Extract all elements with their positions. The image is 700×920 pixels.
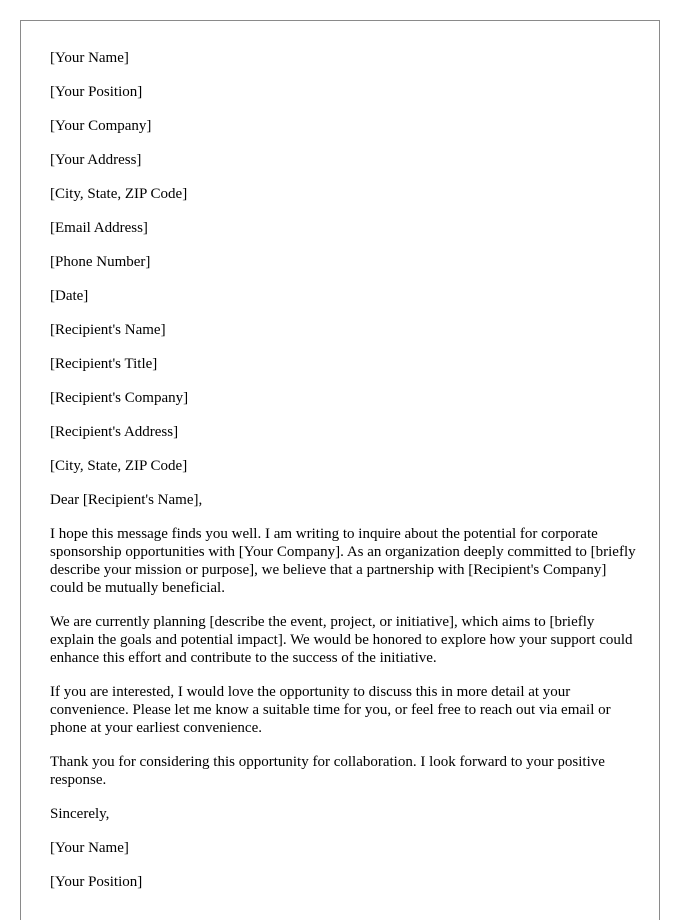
sender-block bbox=[50, 49, 640, 271]
recipient-company: [Recipient's Company] bbox=[50, 390, 189, 406]
body-paragraph: Thank you for considering this opportunity for collaboration. I look forward to your positive response. bbox=[50, 754, 605, 788]
closing-position: [Your Position] bbox=[50, 874, 143, 890]
sender-email: [Email Address] bbox=[50, 220, 148, 236]
sender-city-state-zip: [City, State, ZIP Code] bbox=[50, 186, 188, 202]
recipient-name: [Recipient's Name] bbox=[50, 322, 166, 338]
recipient-block bbox=[50, 321, 640, 475]
recipient-address: [Recipient's Address] bbox=[50, 424, 179, 440]
sender-company: [Your Company] bbox=[50, 118, 152, 134]
letter-content bbox=[50, 49, 640, 907]
letter-body bbox=[50, 525, 640, 789]
letter-date: [Date] bbox=[50, 288, 89, 304]
salutation: Dear [Recipient's Name], bbox=[50, 492, 203, 508]
valediction: Sincerely, bbox=[50, 806, 110, 822]
sender-phone: [Phone Number] bbox=[50, 254, 151, 270]
closing-block bbox=[50, 805, 640, 891]
body-paragraph: I hope this message finds you well. I am writing to inquire about the potential for corporate sponsorship opportunities with [Your Company]. As an organization deeply committed to [briefly describe your mission or purpose], we believe that a partnership with [Recipient's Company] could be mutually beneficial. bbox=[50, 526, 636, 596]
sender-address: [Your Address] bbox=[50, 152, 142, 168]
sender-name: [Your Name] bbox=[50, 50, 129, 66]
closing-name: [Your Name] bbox=[50, 840, 129, 856]
body-paragraph: If you are interested, I would love the opportunity to discuss this in more detail at your convenience. Please let me know a suitable time for you, or feel free to reach out via email or phone at your earliest convenience. bbox=[50, 684, 611, 736]
recipient-title: [Recipient's Title] bbox=[50, 356, 158, 372]
recipient-city-state-zip: [City, State, ZIP Code] bbox=[50, 458, 188, 474]
sender-position: [Your Position] bbox=[50, 84, 143, 100]
letter-page bbox=[20, 20, 660, 920]
body-paragraph: We are currently planning [describe the event, project, or initiative], which aims to [briefly explain the goals and potential impact]. We would be honored to explore how your support could enhance this effort and contribute to the success of the initiative. bbox=[50, 614, 633, 666]
